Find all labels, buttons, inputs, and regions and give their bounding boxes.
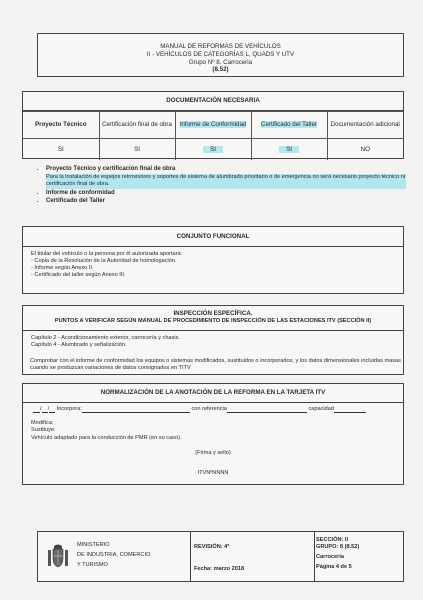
- bullet-certificado: • Certificado del Taller: [46, 197, 406, 205]
- grupo-label: GRUPO: 8 (8.52): [316, 543, 360, 550]
- inspeccion-line: Capítulo 4 - Alumbrado y señalización.: [31, 341, 127, 348]
- docs-table: [23, 111, 403, 160]
- header-box: [37, 33, 404, 77]
- normalizacion-form-line: / / Incorpora: con referencia capacidad: [33, 406, 366, 413]
- col-informe: Informe de Conformidad: [175, 112, 251, 139]
- conjunto-title: CONJUNTO FUNCIONAL: [23, 227, 403, 247]
- footer-box: [37, 531, 404, 582]
- docs-bullets: [36, 165, 406, 205]
- val-proyecto: SI: [23, 139, 99, 161]
- manual-title: MANUAL DE REFORMAS DE VEHÍCULOS: [160, 43, 281, 50]
- incorpora-label: Incorpora:: [56, 406, 82, 413]
- revision-label: REVISIÓN: 4ª: [194, 544, 230, 550]
- inspeccion-header: [23, 306, 403, 331]
- capacidad-label: capacidad: [308, 406, 334, 413]
- col-proyecto: Proyecto Técnico: [23, 112, 99, 139]
- footer-revision-cell: [190, 532, 315, 581]
- normalizacion-title: NORMALIZACIÓN DE LA ANOTACIÓN DE LA REFORMA EN LA TARJETA ITV: [23, 384, 403, 403]
- footer-section-cell: [316, 532, 359, 571]
- pagina-label: Página 4 de 5: [316, 563, 352, 570]
- footer-ministry-cell: [38, 532, 191, 581]
- col-doc-adicional: Documentación adicional: [327, 112, 403, 139]
- normalizacion-section: [22, 383, 404, 485]
- val-certificado-taller: SI: [251, 139, 327, 161]
- referencia-field: [227, 406, 307, 413]
- capacidad-field: [334, 406, 366, 413]
- val-informe: SI: [175, 139, 251, 161]
- group-label: Grupo Nº 8. Carroceria: [188, 58, 253, 66]
- sustituye-label: Sustituye:: [31, 427, 56, 433]
- conjunto-item: - Informe según Anexo II.: [31, 264, 94, 271]
- inspeccion-body: [23, 331, 403, 349]
- inspeccion-subtitle: PUNTOS A VERIFICAR SEGÚN MANUAL DE PROCEDIMIENTO DE INSPECCIÓN DE LAS ESTACIONES ITV (SECCIÓN II): [54, 317, 372, 324]
- docs-section: [22, 91, 404, 159]
- incorpora-field: [82, 406, 190, 413]
- val-certificacion: SI: [99, 139, 175, 161]
- group-code: (8.52): [212, 66, 229, 74]
- inspeccion-check: Comprobar con el informe de conformidad los equipos o sistemas modificados, sustituidos o incorporados, y los datos dimensionales incluidas masas cuando se produzcan variaciones de datos consignados en TITV: [30, 358, 401, 371]
- col-certificado-taller: Certificado del Taller: [251, 112, 327, 139]
- manual-subtitle: II - VEHÍCULOS DE CATEGORÍAS L, QUADS Y UTV: [146, 50, 295, 58]
- modifica-label: Modifica:: [31, 420, 54, 426]
- inspeccion-line: Capítulo 2 - Acondicionamiento exterior, carrocería y chasis.: [31, 335, 180, 341]
- bullet-proyecto-note: Para la instalación de espejos retrovisores y soportes de sistema de alumbrado prioritario o de emergencia no será necesario proyecto técnico ni certificación final de obra.: [46, 174, 406, 188]
- conjunto-body: [23, 247, 403, 279]
- conjunto-item: - Certificado del taller según Anexo III.: [31, 271, 126, 278]
- bullet-informe: • Informe de conformidad: [46, 189, 406, 197]
- docs-header-row: [23, 112, 403, 139]
- col-certificacion: Certificación final de obra: [99, 112, 175, 139]
- adaptado-text: Vehículo adaptado para la conducción de PMR (en su caso).: [31, 435, 182, 441]
- coat-of-arms-icon: [47, 544, 69, 570]
- docs-value-row: [23, 139, 403, 161]
- docs-title: DOCUMENTACIÓN NECESARIA: [23, 92, 403, 111]
- itv-number: ITVNºNNNN: [197, 470, 229, 476]
- seccion-label: SECCIÓN: II: [316, 537, 349, 543]
- val-doc-adicional: NO: [327, 139, 403, 161]
- inspeccion-title: INSPECCIÓN ESPECÍFICA.: [173, 310, 253, 317]
- conjunto-section: [22, 226, 404, 294]
- fecha-label: Fecha: marzo 2018: [194, 566, 245, 572]
- conjunto-item: - Copia de la Resolución de la Autoridad de homologación.: [31, 257, 177, 264]
- referencia-label: con referencia: [191, 406, 227, 413]
- conjunto-intro: El titular del vehículo o la persona por él autorizada aportará:: [31, 251, 183, 257]
- ministry-name: MINISTERIO DE INDUSTRIA, COMERCIO Y TURISMO: [77, 542, 151, 568]
- firma-text: (Firma y sello): [195, 450, 231, 456]
- bullet-proyecto: • Proyecto Técnico y certificación final de obra Para la instalación de espejos retrovisores y soportes de sistema de alumbrado prioritario o de emergencia no será necesario proyecto técnico ni certificación final de obra.: [46, 165, 406, 189]
- carroceria-label: Carroceria: [316, 553, 344, 560]
